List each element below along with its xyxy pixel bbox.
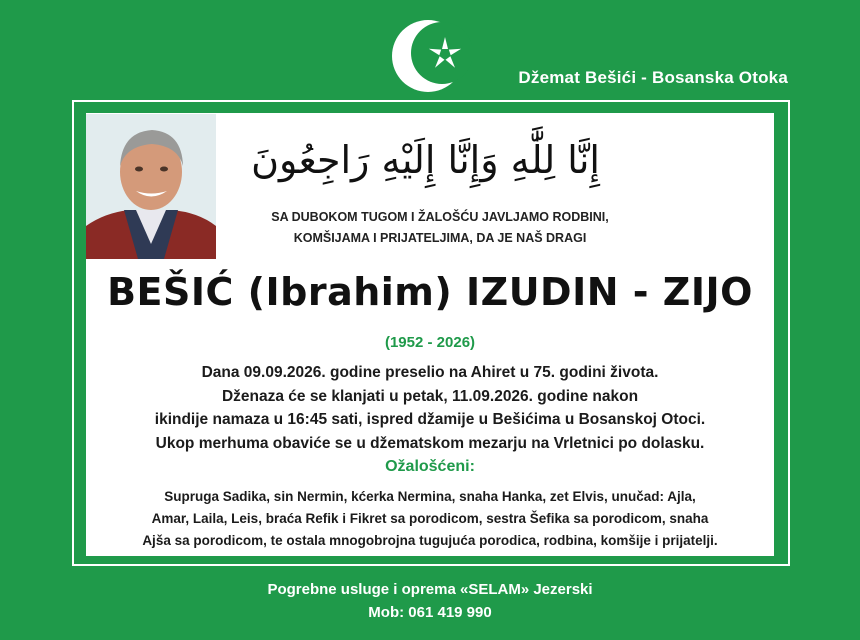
- deceased-name: BEŠIĆ (Ibrahim) IZUDIN - ZIJO: [107, 270, 753, 314]
- arabic-verse: إِنَّا لِلَّٰهِ وَإِنَّا إِلَيْهِ رَاجِعُونَ: [251, 138, 600, 182]
- mourners-line: Ajša sa porodicom, te ostala mnogobrojna tugujuća porodica, rodbina, komšije i prijatelji.: [142, 533, 718, 548]
- mourners-line: Amar, Laila, Leis, braća Refik i Fikret sa porodicom, sestra Šefika sa porodicom, snaha: [151, 511, 709, 526]
- announcement-line: Dana 09.09.2026. godine preselio na Ahiret u 75. godini života.: [201, 364, 659, 381]
- intro-text: [220, 207, 660, 249]
- intro-line: KOMŠIJAMA I PRIJATELJIMA, DA JE NAŠ DRAGI: [293, 231, 587, 245]
- announcement-line: Ukop merhuma obaviće se u džematskom mezarju na Vrletnici po dolasku.: [155, 434, 705, 452]
- mourners-list: [92, 486, 768, 552]
- intro-line: SA DUBOKOM TUGOM I ŽALOŠĆU JAVLJAMO RODBINI,: [271, 210, 609, 224]
- announcement-line: Dženaza će se klanjati u petak, 11.09.2026. godine nakon: [221, 387, 639, 405]
- mourners-line: Supruga Sadika, sin Nermin, kćerka Nermina, snaha Hanka, zet Elvis, unučad: Ajla,: [164, 489, 696, 504]
- footer-funeral-service: Pogrebne usluge i oprema «SELAM» Jezerski: [267, 581, 593, 598]
- deceased-years: (1952 - 2026): [384, 334, 476, 351]
- mourners-title: Ožalošćeni:: [385, 458, 475, 475]
- deceased-photo: [86, 114, 216, 259]
- footer-phone: Mob: 061 419 990: [368, 604, 492, 621]
- crescent-star-icon: [388, 14, 472, 98]
- announcement-line: ikindije namaza u 16:45 sati, ispred džamije u Bešićima u Bosanskoj Otoci.: [154, 411, 706, 428]
- announcement-text: [86, 361, 774, 455]
- organization-title: Džemat Bešići - Bosanska Otoka: [518, 68, 788, 87]
